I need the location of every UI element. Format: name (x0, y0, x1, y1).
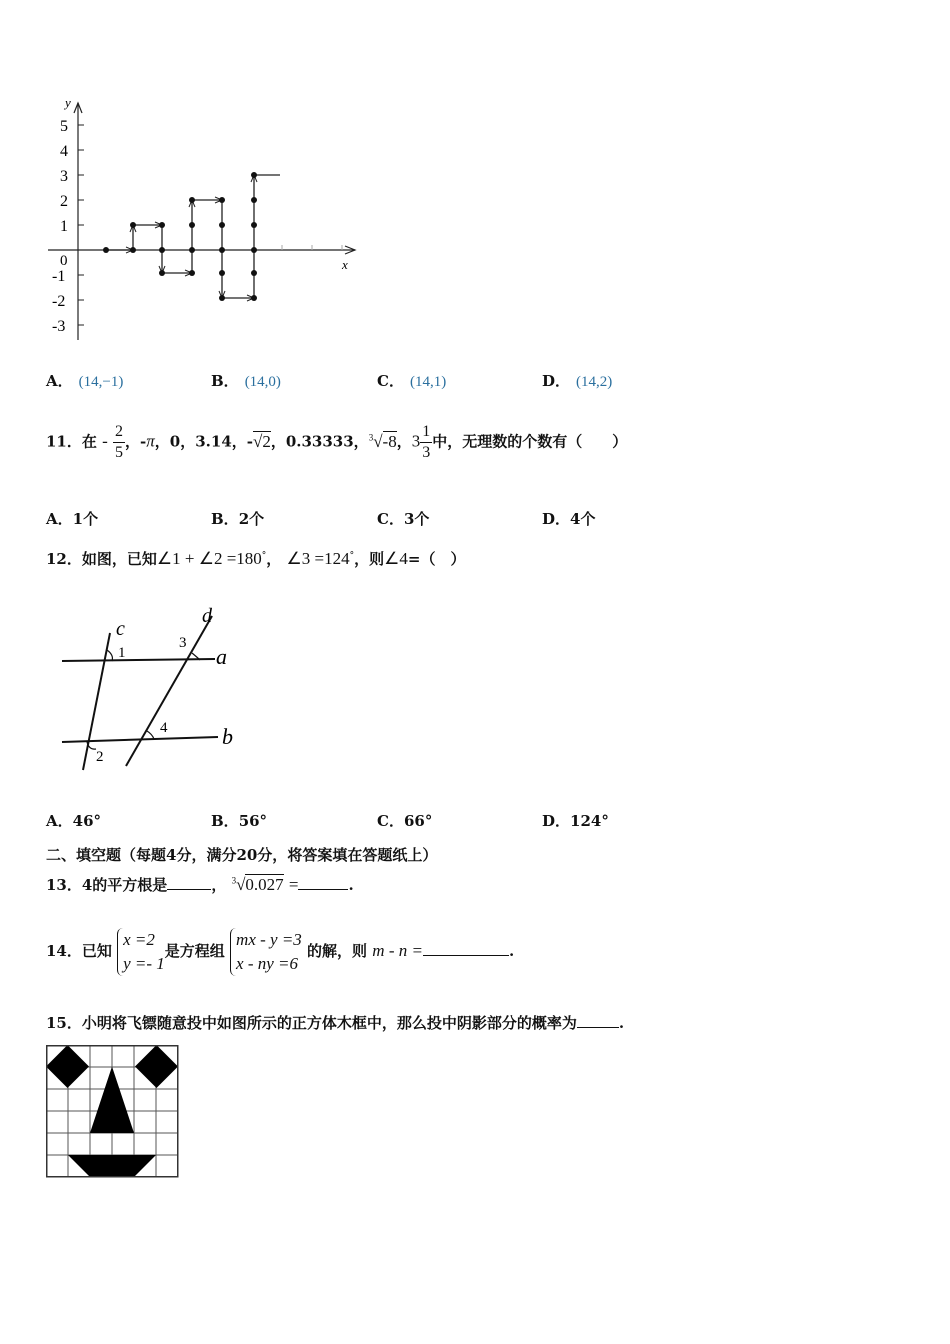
q11-option-a[interactable]: A．1个 (46, 510, 99, 528)
y-axis-label: y (65, 95, 71, 110)
q12-option-d[interactable]: D．124° (542, 812, 609, 830)
graph-points (103, 172, 257, 301)
y-tick-label: -1 (52, 268, 66, 285)
q10-option-b[interactable]: B． (14,0) (211, 372, 281, 390)
label-angle-4: 4 (160, 720, 168, 736)
label-b: b (222, 724, 233, 749)
staircase-graph (40, 95, 370, 345)
q13-blank-2[interactable] (298, 889, 348, 890)
section-title: 二、填空题（每题4分，满分20分，将答案填在答题纸上） (46, 846, 438, 864)
label-c: c (116, 618, 125, 640)
q15-blank[interactable] (577, 1027, 619, 1028)
q12-stem: 12．如图，已知∠1 + ∠2 =180°， ∠3 =124°，则∠4=（ ） (46, 549, 466, 568)
q13-blank-1[interactable] (167, 889, 211, 890)
q12-option-c[interactable]: C．66° (377, 812, 433, 830)
staircase-path (106, 175, 280, 298)
label-angle-1: 1 (118, 645, 126, 661)
mouth (68, 1155, 156, 1177)
q11-option-b[interactable]: B．2个 (211, 510, 265, 528)
y-tick-label: 4 (60, 143, 68, 160)
nose (90, 1067, 134, 1134)
y-tick-label: 3 (60, 168, 68, 185)
line-d (126, 616, 212, 766)
q15-stem: 15．小明将飞镖随意投中如图所示的正方体木框中，那么投中阴影部分的概率为 . (46, 1014, 625, 1032)
line-a (62, 659, 215, 661)
left-eye (46, 1045, 89, 1088)
y-tick-label: 2 (60, 193, 68, 210)
q12-option-b[interactable]: B．56° (211, 812, 268, 830)
right-eye (135, 1045, 178, 1088)
parallel-lines-figure (40, 598, 260, 778)
q11-stem: 11．在 - $\frac{2}{5}$ ，-π，0，3.14，-√2，0.33333，$^3$√-8，3 $\frac{1}{3}$ 中，无理数的个数有（ ） (46, 423, 628, 461)
y-tick-label: -3 (52, 318, 66, 335)
q10-option-a[interactable]: A． (14,−1) (46, 372, 124, 390)
q14-stem: 14．已知 x =2 y =- 1 是方程组 mx - y =3 x - ny =6 的解，则 m - n = . (46, 928, 514, 976)
q10-option-d[interactable]: D． (14,2) (542, 372, 613, 390)
y-tick-label: 5 (60, 118, 68, 135)
q11-option-c[interactable]: C．3个 (377, 510, 430, 528)
y-tick-label: -2 (52, 293, 66, 310)
q10-option-c[interactable]: C． (14,1) (377, 372, 447, 390)
label-a: a (216, 644, 227, 669)
y-tick-label: 1 (60, 218, 68, 235)
origin-label: 0 (60, 253, 68, 269)
label-angle-2: 2 (96, 749, 104, 765)
q13-stem: 13．4的平方根是 ， $^3$√0.027 = . (46, 875, 354, 894)
x-axis-label: x (342, 257, 348, 272)
label-d: d (202, 605, 212, 627)
q12-option-a[interactable]: A．46° (46, 812, 102, 830)
dartboard-grid-figure (46, 1045, 180, 1179)
q14-blank[interactable] (423, 955, 509, 956)
label-angle-3: 3 (179, 635, 187, 651)
q11-option-d[interactable]: D．4个 (542, 510, 596, 528)
